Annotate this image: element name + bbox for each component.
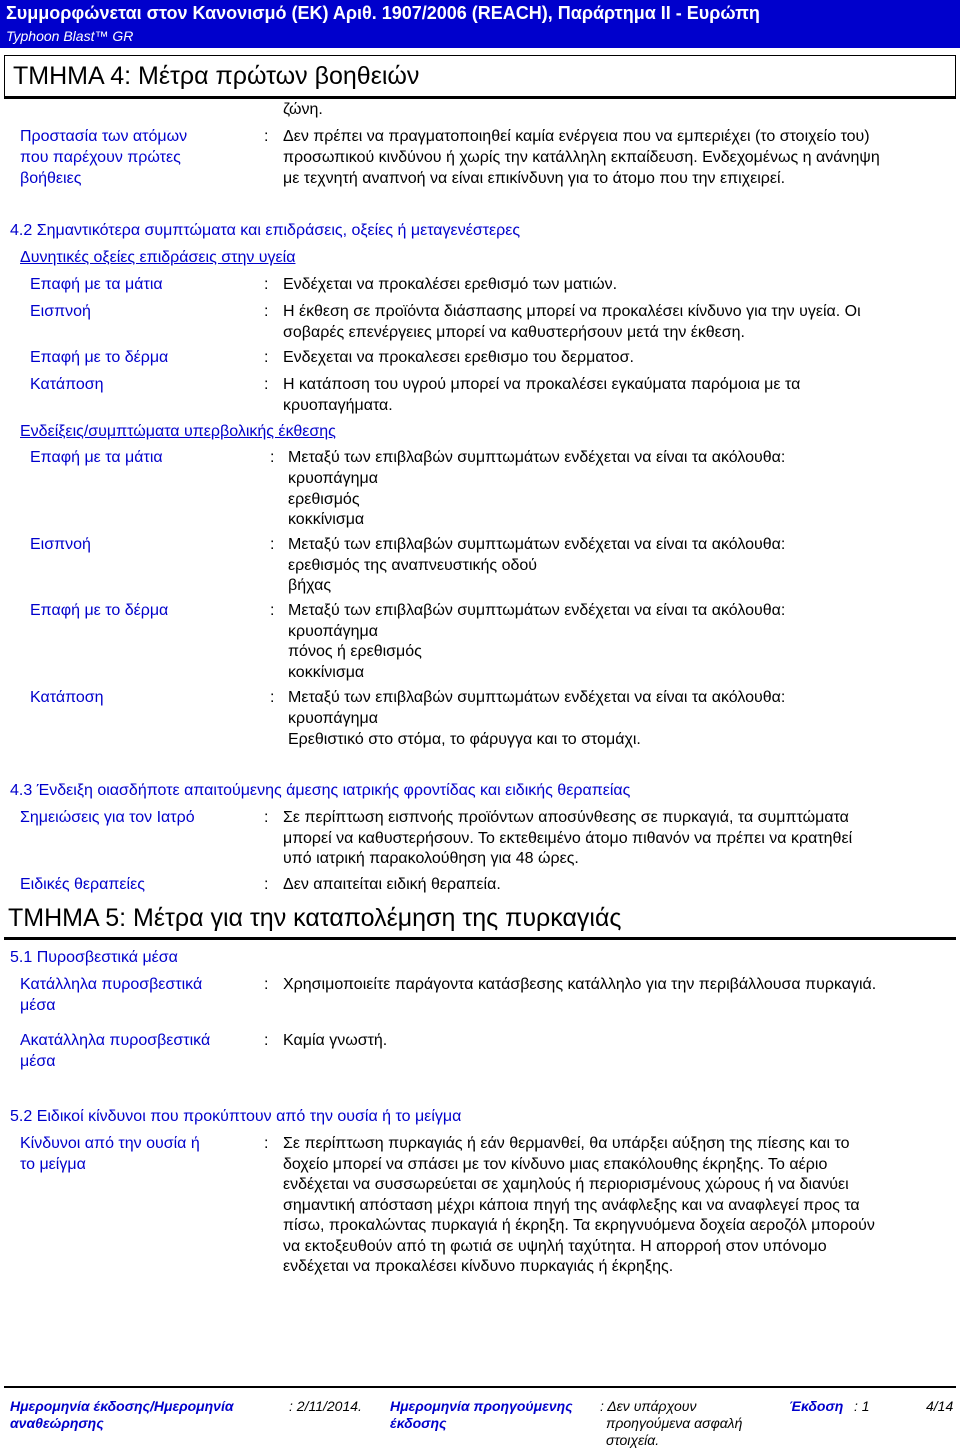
footer-rule: [4, 1386, 956, 1388]
previous-issue-value: στοιχεία.: [606, 1432, 660, 1448]
acute-ingestion-text: κρυοπαγήματα.: [283, 397, 393, 414]
regulation-header: Συμμορφώνεται στον Κανονισμό (ΕΚ) Αριθ. 1907/2006 (REACH), Παράρτημα II - Ευρώπη: [0, 0, 960, 26]
colon: :: [270, 689, 275, 706]
special-hazards-text: να εκτοξευθούν από τη φωτιά σε υψηλή ταχύτητα. Η απορροή στον υπόνομο: [283, 1238, 827, 1255]
section-4-header-box: [4, 55, 956, 99]
special-hazards-text: δοχείο μπορεί να σπάσει με τον κίνδυνο μιας επακόλουθης έκρηξης. Το αέριο: [283, 1156, 828, 1173]
special-treatment-text: Δεν απαιτείται ειδική θεραπεία.: [283, 876, 501, 893]
special-hazards-text: ενδέχεται να συσσωρεύεται σε χαμηλούς ή περιορισμένους χώρους ή να διανύει: [283, 1176, 849, 1193]
suitable-media-text: Χρησιμοποιείτε παράγοντα κατάσβεσης κατάλληλο για την περιβάλλουσα πυρκαγιά.: [283, 976, 877, 993]
acute-inhalation-text: Η έκθεση σε προϊόντα διάσπασης μπορεί να προκαλέσει κίνδυνο για την υγεία. Οι: [283, 303, 861, 320]
version-label: Έκδοση: [789, 1398, 844, 1414]
colon: :: [264, 276, 269, 293]
overexp-ingestion-text: Ερεθιστικό στο στόμα, το φάρυγγα και το στομάχι.: [288, 731, 641, 748]
colon: :: [264, 1032, 269, 1049]
overexp-eyes-text: ερεθισμός: [288, 491, 360, 508]
doctor-notes-text: υπό ιατρική παρακολούθηση για 48 ώρες.: [283, 850, 579, 867]
overexp-ingestion-text: κρυοπάγημα: [288, 710, 378, 727]
issue-date-label: αναθεώρησης: [10, 1415, 104, 1431]
acute-inhalation-label: Εισπνοή: [30, 303, 91, 320]
overexp-eyes-label: Επαφή με τα μάτια: [30, 449, 163, 466]
unsuitable-media-text: Καμία γνωστή.: [283, 1032, 388, 1049]
colon: :: [270, 602, 275, 619]
overexp-skin-label: Επαφή με το δέρμα: [30, 602, 169, 619]
special-treatment-label: Ειδικές θεραπείες: [20, 876, 145, 893]
acute-skin-text: Ενδεχεται να προκαλεσει ερεθισμο του δερματοσ.: [283, 349, 634, 366]
special-hazards-label: το μείγμα: [20, 1156, 86, 1173]
previous-issue-value: προηγούμενα ασφαλή: [606, 1415, 743, 1431]
colon: :: [270, 536, 275, 553]
rescuer-text-line: Δεν πρέπει να πραγματοποιηθεί καμία ενέργεια που να εμπεριέχει (το στοιχείο του): [283, 128, 870, 145]
acute-eyes-label: Επαφή με τα μάτια: [30, 276, 163, 293]
overexp-skin-text: κρυοπάγημα: [288, 623, 378, 640]
overexp-inhalation-text: ερεθισμός της αναπνευστικής οδού: [288, 557, 538, 574]
rescuer-text-line: με τεχνητή αναπνοή να είναι επικίνδυνη για το άτομο που την επιχειρεί.: [283, 170, 786, 187]
acute-skin-label: Επαφή με το δέρμα: [30, 349, 169, 366]
overexp-inhalation-label: Εισπνοή: [30, 536, 91, 553]
colon: :: [264, 376, 269, 393]
acute-ingestion-label: Κατάποση: [30, 376, 104, 393]
previous-issue-label: έκδοσης: [390, 1415, 447, 1431]
overexp-ingestion-text: Μεταξύ των επιβλαβών συμπτωμάτων ενδέχεται να είναι τα ακόλουθα:: [288, 689, 786, 706]
doctor-notes-text: μπορεί να καθυστερήσουν. Το εκτεθειμένο άτομο πιθανόν να πρέπει να κρατηθεί: [283, 830, 853, 847]
overexp-skin-text: κοκκίνισμα: [288, 664, 365, 681]
doctor-notes-label: Σημειώσεις για τον Ιατρό: [20, 809, 195, 826]
rescuer-text-line: προσωπικού κινδύνου ή χωρίς την κατάλληλη εκπαίδευση. Ενδεχομένως η ανάνηψη: [283, 149, 880, 166]
unsuitable-media-label: Ακατάλληλα πυροσβεστικά: [20, 1032, 211, 1049]
subsection-5-2-title: 5.2 Ειδικοί κίνδυνοι που προκύπτουν από την ουσία ή το μείγμα: [10, 1108, 462, 1125]
overexp-skin-text: Μεταξύ των επιβλαβών συμπτωμάτων ενδέχεται να είναι τα ακόλουθα:: [288, 602, 786, 619]
colon: :: [264, 976, 269, 993]
previous-issue-label: Ημερομηνία προηγούμενης: [390, 1398, 573, 1414]
colon: :: [270, 449, 275, 466]
page-number: 4/14: [926, 1398, 954, 1414]
special-hazards-text: Σε περίπτωση πυρκαγιάς ή εάν θερμανθεί, θα υπάρξει αύξηση της πίεσης και το: [283, 1135, 850, 1152]
previous-issue-value: : Δεν υπάρχουν: [600, 1398, 697, 1414]
section-5-underline: [4, 937, 956, 940]
special-hazards-text: σημαντική απόσταση μέχρι κάποια πηγή της ανάφλεξης και να αναφλεγεί προς τα: [283, 1197, 860, 1214]
acute-effects-title: Δυνητικές οξείες επιδράσεις στην υγεία: [20, 249, 296, 266]
rescuer-label-line: Προστασία των ατόμων: [20, 128, 188, 145]
section-5-title: ΤΜΗΜΑ 5: Μέτρα για την καταπολέμηση της πυρκαγιάς: [8, 904, 622, 932]
overexp-ingestion-label: Κατάποση: [30, 689, 104, 706]
overexp-skin-text: πόνος ή ερεθισμός: [288, 643, 422, 660]
colon: :: [264, 876, 269, 893]
suitable-media-label: Κατάλληλα πυροσβεστικά: [20, 976, 203, 993]
special-hazards-text: πίσω, προκαλώντας πυρκαγιά ή έκρηξη. Τα εκρηγνυόμενα δοχεία αεροζόλ μπορούν: [283, 1217, 875, 1234]
subsection-4-2-title: 4.2 Σημαντικότερα συμπτώματα και επιδράσεις, οξείες ή μεταγενέστερες: [10, 222, 521, 239]
acute-inhalation-text: σοβαρές επενέργειες μπορεί να καθυστερήσουν μετά την έκθεση.: [283, 324, 745, 341]
special-hazards-label: Κίνδυνοι από την ουσία ή: [20, 1135, 200, 1152]
colon: :: [264, 1135, 269, 1152]
colon: :: [264, 809, 269, 826]
acute-eyes-text: Ενδέχεται να προκαλέσει ερεθισμό των ματιών.: [283, 276, 618, 293]
overexp-eyes-text: κρυοπάγημα: [288, 470, 378, 487]
overexp-inhalation-text: βήχας: [288, 577, 332, 594]
product-name-header: Typhoon Blast™ GR: [0, 26, 960, 48]
suitable-media-label: μέσα: [20, 997, 56, 1014]
subsection-4-3-title: 4.3 Ένδειξη οιασδήποτε απαιτούμενης άμεσης ιατρικής φροντίδας και ειδικής θεραπείας: [10, 782, 631, 799]
version-value: : 1: [854, 1398, 870, 1414]
subsection-5-1-title: 5.1 Πυροσβεστικά μέσα: [10, 949, 178, 966]
colon: :: [264, 128, 269, 145]
overexp-eyes-text: κοκκίνισμα: [288, 511, 365, 528]
overexposure-title: Ενδείξεις/συμπτώματα υπερβολικής έκθεσης: [20, 423, 336, 440]
acute-ingestion-text: Η κατάποση του υγρού μπορεί να προκαλέσει εγκαύματα παρόμοια με τα: [283, 376, 801, 393]
issue-date-label: Ημερομηνία έκδοσης/Ημερομηνία: [10, 1398, 234, 1414]
issue-date-value: : 2/11/2014.: [289, 1398, 362, 1414]
doctor-notes-text: Σε περίπτωση εισπνοής προϊόντων αποσύνθεσης σε πυρκαγιά, τα συμπτώματα: [283, 809, 849, 826]
overexp-inhalation-text: Μεταξύ των επιβλαβών συμπτωμάτων ενδέχεται να είναι τα ακόλουθα:: [288, 536, 786, 553]
overexp-eyes-text: Μεταξύ των επιβλαβών συμπτωμάτων ενδέχεται να είναι τα ακόλουθα:: [288, 449, 786, 466]
colon: :: [264, 303, 269, 320]
continued-text: ζώνη.: [283, 101, 323, 118]
section-4-title: ΤΜΗΜΑ 4: Μέτρα πρώτων βοηθειών: [13, 62, 420, 90]
colon: :: [264, 349, 269, 366]
unsuitable-media-label: μέσα: [20, 1053, 56, 1070]
rescuer-label-line: που παρέχουν πρώτες: [20, 149, 181, 166]
rescuer-label-line: βοήθειες: [20, 170, 82, 187]
special-hazards-text: ενδέχεται να προκαλέσει κίνδυνο πυρκαγιάς ή έκρηξης.: [283, 1258, 674, 1275]
